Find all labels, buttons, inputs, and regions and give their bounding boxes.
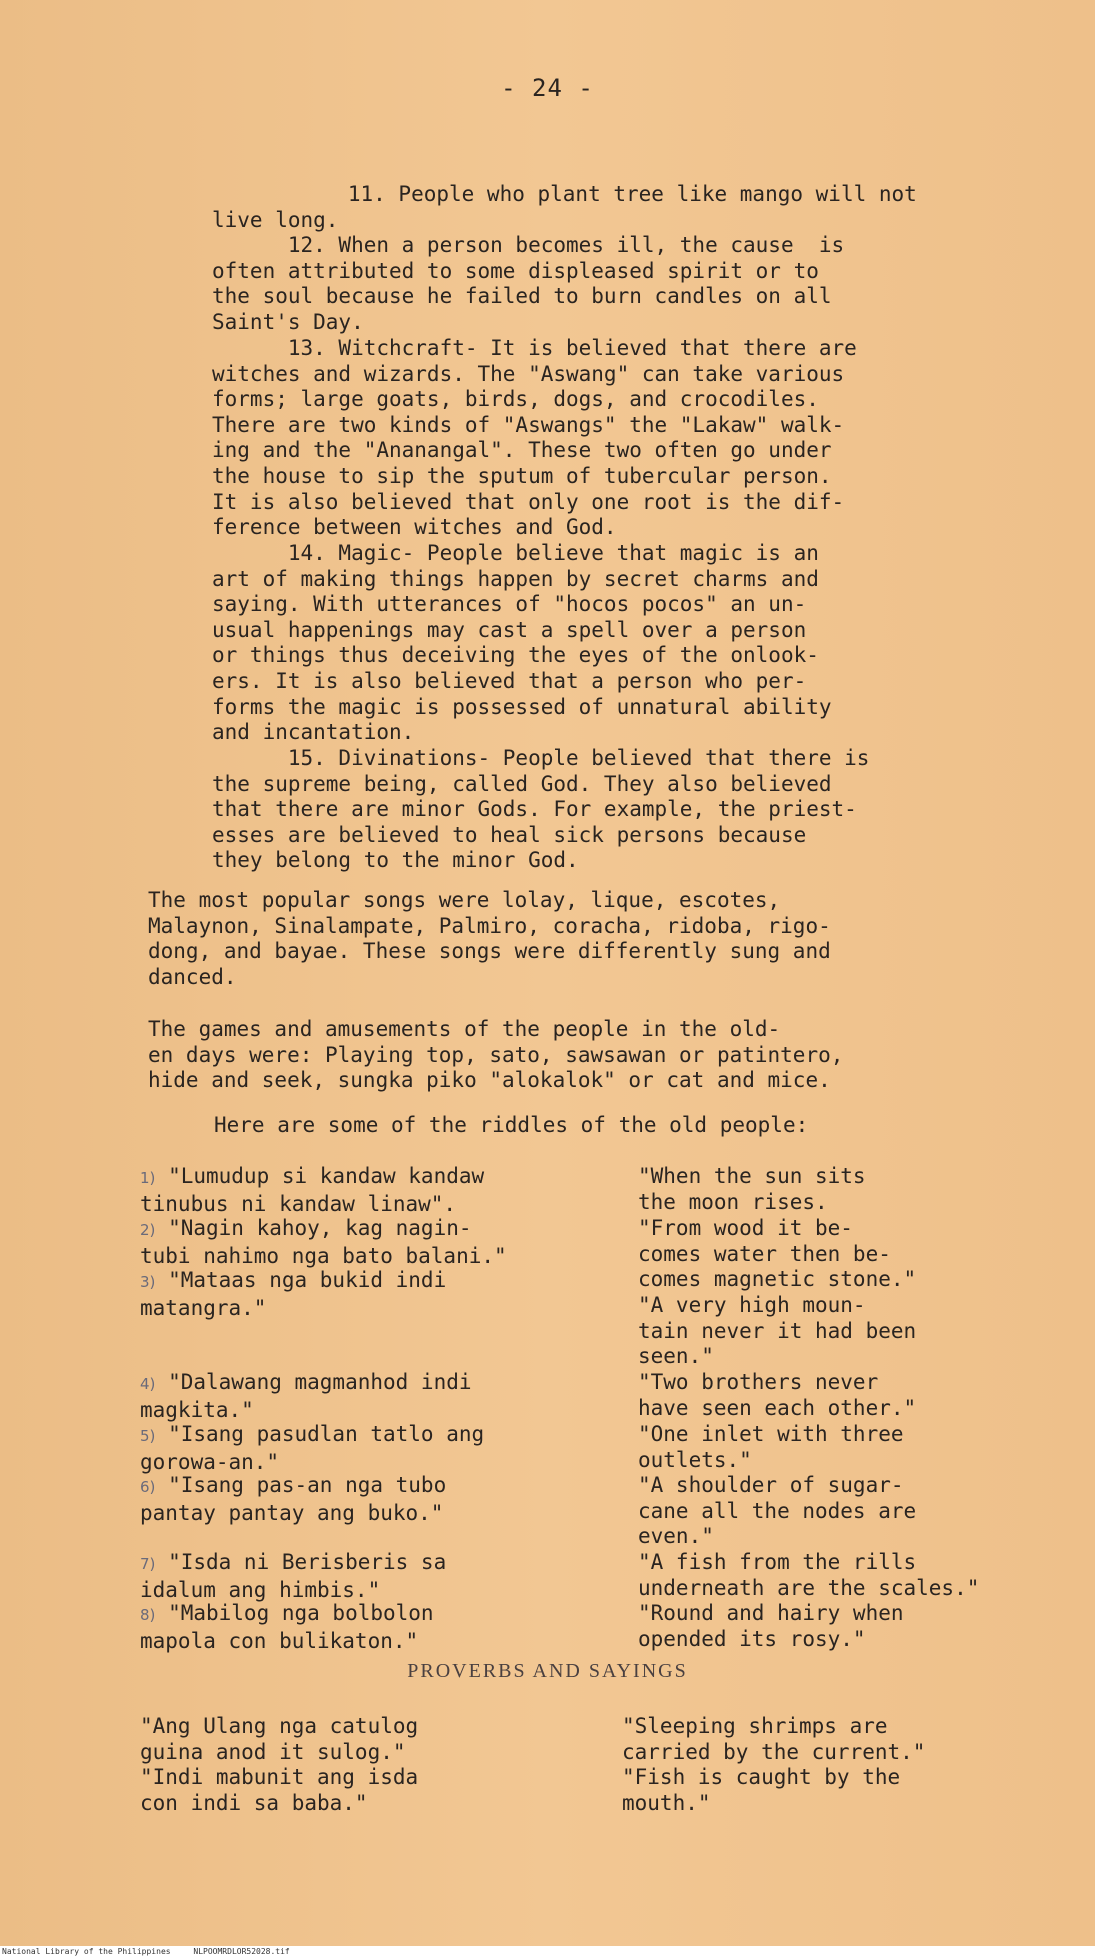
item-13: 13. Witchcraft- It is believed that there are witches and wizards. The "Aswang" can take various forms; large goats, birds, dogs, and crocodiles. There are two kinds of "Aswangs" the "Lakaw" walk- ing and the "Ananangal". These two often go under the house to sip the sputum of tubercular person. It is also believed that only one root is the dif- ference between witches and God. <box>212 336 857 540</box>
riddle-number: 3) <box>140 1273 156 1291</box>
item-15: 15. Divinations- People believed that there is the supreme being, called God. They also believed that there are minor Gods. For example, the priest- esses are believed to heal sick persons because they belong to the minor God. <box>212 746 870 873</box>
item-11: 11. People who plant tree like mango will not live long. <box>212 182 917 232</box>
riddle-native: 8) "Mabilog nga bolbolon mapola con bulikaton." <box>140 1601 434 1653</box>
footer-library: National Library of the Philippines <box>2 1947 171 1956</box>
riddle-native: 4) "Dalawang magmanhod indi magkita." <box>140 1370 472 1422</box>
page-number: - 24 - <box>501 74 594 102</box>
riddle-native: 7) "Isda ni Berisberis sa idalum ang himbis." <box>140 1550 447 1602</box>
riddle-native: 5) "Isang pasudlan tatlo ang gorowa-an." <box>140 1422 485 1474</box>
riddle-english: "One inlet with three outlets." <box>638 1422 904 1472</box>
riddle-english: "When the sun sits the moon rises. <box>638 1164 866 1214</box>
item-14: 14. Magic- People believe that magic is an art of making things happen by secret charms and saying. With utterances of "hocos pocos" an un- usual happenings may cast a spell over a person or things thus deceiving the eyes of the onlook- ers. It is also believed that a person who per- forms the magic is possessed of unnatural ability and incantation. <box>212 541 832 745</box>
riddle-number: 4) <box>140 1375 156 1393</box>
riddle-native: 2) "Nagin kahoy, kag nagin- tubi nahimo nga bato balani." <box>140 1216 507 1268</box>
riddle-english: "A shoulder of sugar- cane all the nodes are even." <box>638 1473 917 1549</box>
proverbs-heading: PROVERBS AND SAYINGS <box>407 1660 688 1682</box>
riddle-native: 3) "Mataas nga bukid indi matangra." <box>140 1268 447 1320</box>
riddles-intro: Here are some of the riddles of the old people: <box>214 1113 809 1137</box>
riddle-number: 1) <box>140 1169 156 1187</box>
riddle-english: "A fish from the rills underneath are the scales." <box>638 1550 980 1600</box>
riddle-english: "From wood it be- comes water then be- comes magnetic stone." <box>638 1216 917 1292</box>
riddle-english: "Two brothers never have seen each other." <box>638 1370 917 1420</box>
footer-filename: NLPOOMRDLOR52028.tif <box>193 1947 290 1956</box>
scan-footer <box>0 1946 1095 1958</box>
item-12: 12. When a person becomes ill, the cause is often attributed to some displeased spirit or to the soul because he failed to burn candles on all Saint's Day. <box>212 233 845 334</box>
riddle-number: 7) <box>140 1555 156 1573</box>
riddle-native: 1) "Lumudup si kandaw kandaw tinubus ni kandaw linaw". <box>140 1164 485 1216</box>
riddle-number: 8) <box>140 1606 156 1624</box>
riddle-english: "Round and hairy when opended its rosy." <box>638 1601 904 1651</box>
songs-paragraph: The most popular songs were lolay, lique, escotes, Malaynon, Sinalampate, Palmiro, coracha, ridoba, rigo- dong, and bayae. These songs were differently sung and danced. <box>148 888 831 989</box>
riddle-native: 6) "Isang pas-an nga tubo pantay pantay ang buko." <box>140 1473 447 1525</box>
riddle-number: 5) <box>140 1427 156 1445</box>
riddle-number: 6) <box>140 1478 156 1496</box>
games-paragraph: The games and amusements of the people in the old- en days were: Playing top, sato, sawsawan or patintero, hide and seek, sungka piko "alokalok" or cat and mice. <box>148 1017 844 1093</box>
proverbs-native: "Ang Ulang nga catulog guina anod it sulog." "Indi mabunit ang isda con indi sa baba." <box>140 1714 419 1815</box>
proverbs-english: "Sleeping shrimps are carried by the current." "Fish is caught by the mouth." <box>622 1714 926 1815</box>
riddle-english: "A very high moun- tain never it had been seen." <box>638 1293 917 1369</box>
riddle-number: 2) <box>140 1221 156 1239</box>
